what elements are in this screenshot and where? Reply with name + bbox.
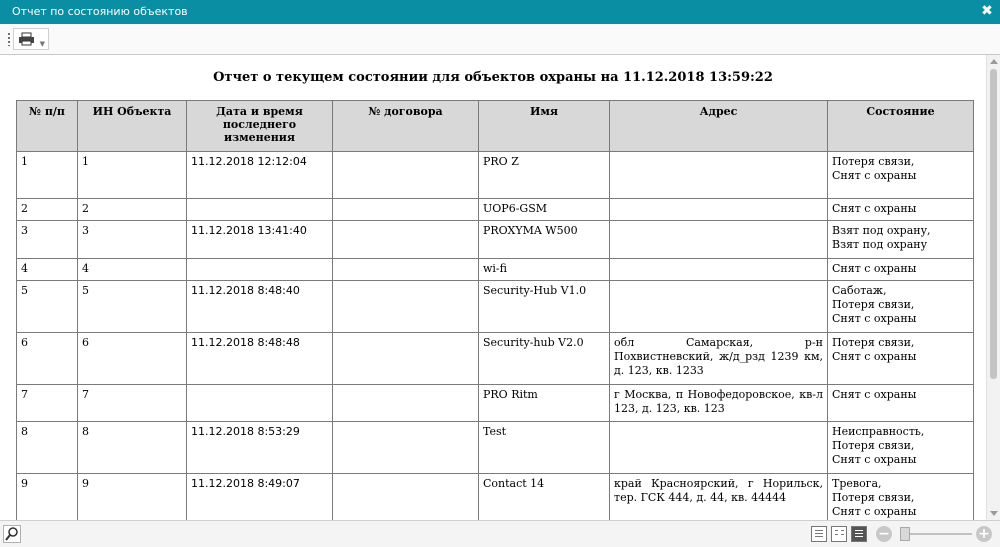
cell-address: обл Самарская, р-н Похвистневский, ж/д_рзд 1239 км, д. 123, кв. 1233	[610, 333, 828, 385]
cell-contract	[333, 385, 479, 422]
cell-id: 4	[78, 259, 187, 281]
cell-state: Саботаж, Потеря связи, Снят с охраны	[828, 281, 974, 333]
page-icon	[841, 530, 844, 531]
zoom-slider-track[interactable]	[900, 533, 972, 535]
cell-address	[610, 281, 828, 333]
cell-num: 5	[17, 281, 78, 333]
cell-state: Взят под охрану, Взят под охрану	[828, 221, 974, 259]
cell-address	[610, 422, 828, 474]
cell-address	[610, 221, 828, 259]
toolbar-grip[interactable]	[8, 32, 10, 46]
statusbar	[0, 520, 1000, 547]
cell-address	[610, 259, 828, 281]
report-table	[16, 100, 974, 520]
zoom-slider-thumb[interactable]	[900, 527, 910, 541]
table-row	[17, 333, 974, 385]
cell-num: 2	[17, 199, 78, 221]
cell-num: 1	[17, 152, 78, 199]
print-button[interactable]	[13, 28, 49, 50]
column-header: Адрес	[610, 101, 828, 152]
cell-num: 7	[17, 385, 78, 422]
page-icon	[841, 534, 844, 535]
column-header: ИН Объекта	[78, 101, 187, 152]
table-row	[17, 259, 974, 281]
window-title: Отчет по состоянию объектов	[12, 5, 188, 18]
report-page	[0, 55, 986, 520]
cell-name: wi-fi	[479, 259, 610, 281]
cell-datetime: 11.12.2018 13:41:40	[187, 221, 333, 259]
cell-contract	[333, 422, 479, 474]
vertical-scrollbar[interactable]	[986, 55, 1000, 520]
cell-id: 5	[78, 281, 187, 333]
cell-name: PRO Ritm	[479, 385, 610, 422]
cell-address: г Москва, п Новофедоровское, кв-л 123, д. 123, кв. 123	[610, 385, 828, 422]
cell-state: Потеря связи, Снят с охраны	[828, 152, 974, 199]
table-row	[17, 221, 974, 259]
cell-datetime	[187, 199, 333, 221]
report-title: Отчет о текущем состоянии для объектов охраны на 11.12.2018 13:59:22	[213, 70, 773, 85]
cell-num: 8	[17, 422, 78, 474]
cell-id: 2	[78, 199, 187, 221]
cell-datetime: 11.12.2018 12:12:04	[187, 152, 333, 199]
scroll-down-icon[interactable]	[990, 511, 998, 516]
close-icon[interactable]: ✖	[981, 3, 993, 19]
page-icon	[815, 536, 823, 537]
column-header: Дата и время последнего изменения	[187, 101, 333, 152]
cell-state: Неисправность, Потеря связи, Снят с охраны	[828, 422, 974, 474]
cell-state: Снят с охраны	[828, 385, 974, 422]
cell-num: 9	[17, 474, 78, 521]
cell-id: 8	[78, 422, 187, 474]
cell-num: 6	[17, 333, 78, 385]
cell-state: Снят с охраны	[828, 259, 974, 281]
page-icon	[835, 534, 838, 535]
cell-id: 1	[78, 152, 187, 199]
table-row	[17, 385, 974, 422]
cell-state: Тревога, Потеря связи, Снят с охраны	[828, 474, 974, 521]
table-row	[17, 422, 974, 474]
cell-contract	[333, 333, 479, 385]
column-header: № договора	[333, 101, 479, 152]
scroll-up-icon[interactable]	[990, 59, 998, 64]
cell-datetime: 11.12.2018 8:48:40	[187, 281, 333, 333]
cell-address	[610, 152, 828, 199]
column-header: № п/п	[17, 101, 78, 152]
cell-name: Security-hub V2.0	[479, 333, 610, 385]
page-icon	[835, 530, 838, 531]
cell-name: UOP6-GSM	[479, 199, 610, 221]
search-icon	[4, 526, 20, 542]
window-titlebar	[0, 0, 1000, 24]
cell-datetime: 11.12.2018 8:48:48	[187, 333, 333, 385]
zoom-in-button[interactable]: +	[976, 526, 992, 542]
page-icon	[855, 536, 863, 537]
zoom-out-button[interactable]: −	[876, 526, 892, 542]
cell-datetime: 11.12.2018 8:49:07	[187, 474, 333, 521]
single-page-view-button[interactable]	[811, 526, 827, 542]
column-header: Состояние	[828, 101, 974, 152]
cell-name: Contact 14	[479, 474, 610, 521]
scrollbar-thumb[interactable]	[990, 69, 997, 379]
cell-contract	[333, 474, 479, 521]
cell-contract	[333, 281, 479, 333]
cell-datetime: 11.12.2018 8:53:29	[187, 422, 333, 474]
cell-id: 7	[78, 385, 187, 422]
toolbar	[0, 24, 1000, 55]
cell-contract	[333, 199, 479, 221]
cell-name: PRO Z	[479, 152, 610, 199]
find-button[interactable]	[3, 525, 21, 543]
cell-address: край Красноярский, г Норильск, тер. ГСК 444, д. 44, кв. 44444	[610, 474, 828, 521]
table-header-row	[17, 101, 974, 152]
cell-num: 4	[17, 259, 78, 281]
table-row	[17, 281, 974, 333]
cell-state: Потеря связи, Снят с охраны	[828, 333, 974, 385]
cell-id: 3	[78, 221, 187, 259]
two-page-view-button[interactable]	[831, 526, 847, 542]
cell-id: 6	[78, 333, 187, 385]
cell-state: Снят с охраны	[828, 199, 974, 221]
cell-contract	[333, 221, 479, 259]
page-icon	[855, 530, 863, 531]
table-row	[17, 152, 974, 199]
column-header: Имя	[479, 101, 610, 152]
cell-address	[610, 199, 828, 221]
cell-name: Test	[479, 422, 610, 474]
cell-contract	[333, 152, 479, 199]
print-icon	[18, 32, 36, 46]
cell-datetime	[187, 259, 333, 281]
report-viewer	[0, 55, 1000, 520]
continuous-view-button[interactable]	[851, 526, 867, 542]
page-icon	[815, 533, 823, 534]
cell-id: 9	[78, 474, 187, 521]
chevron-down-icon: ▼	[39, 40, 45, 48]
table-row	[17, 199, 974, 221]
page-icon	[855, 533, 863, 534]
table-row	[17, 474, 974, 521]
cell-datetime	[187, 385, 333, 422]
cell-contract	[333, 259, 479, 281]
cell-num: 3	[17, 221, 78, 259]
page-icon	[815, 530, 823, 531]
cell-name: Security-Hub V1.0	[479, 281, 610, 333]
cell-name: PROXYMA W500	[479, 221, 610, 259]
